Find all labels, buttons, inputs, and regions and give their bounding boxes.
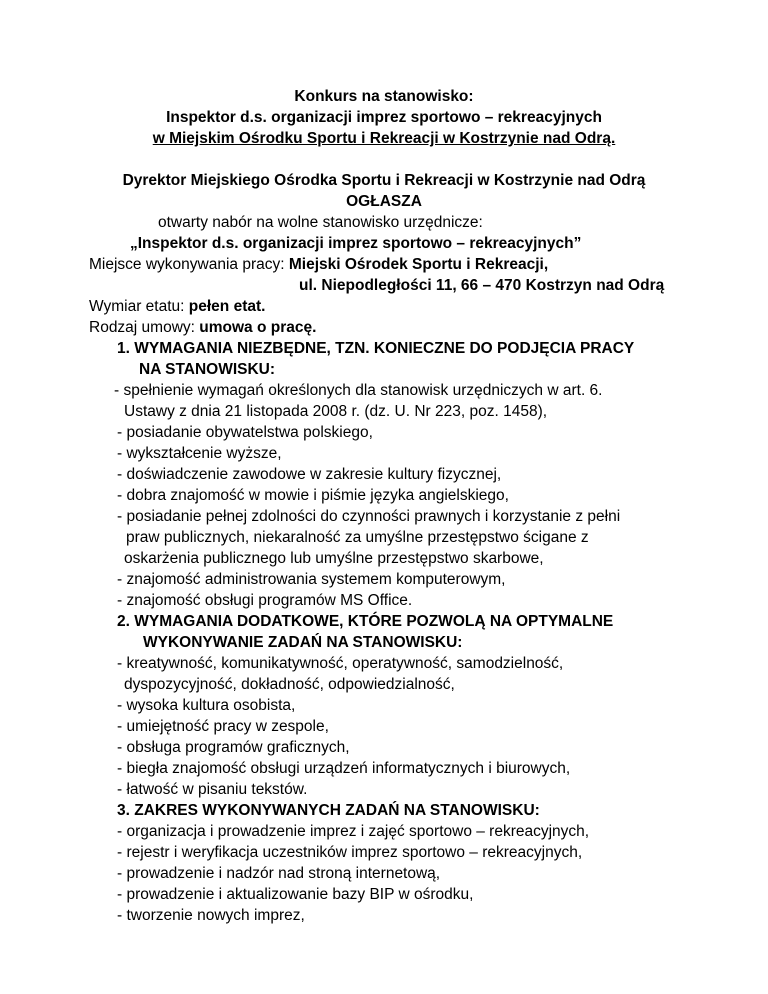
list-item: - wysoka kultura osobista, [117, 697, 296, 714]
list-item: - prowadzenie i aktualizowanie bazy BIP w ośrodku, [117, 886, 474, 903]
position-line: „Inspektor d.s. organizacji imprez sportowo – rekreacyjnych” [130, 235, 582, 252]
list-item: oskarżenia publicznego lub umyślne przestępstwo skarbowe, [124, 550, 544, 567]
section1-heading-2: NA STANOWISKU: [139, 361, 276, 378]
list-item: - tworzenie nowych imprez, [117, 907, 305, 924]
workplace-value-1: Miejski Ośrodek Sportu i Rekreacji, [288, 256, 549, 273]
list-item: - dobra znajomość w mowie i piśmie języka angielskiego, [117, 487, 509, 504]
section2-heading-2: WYKONYWANIE ZADAŃ NA STANOWISKU: [143, 634, 463, 651]
workplace-line [89, 254, 548, 275]
workplace-value-2: ul. Niepodległości 11, 66 – 470 Kostrzyn nad Odrą [299, 277, 665, 294]
contract-label: Rodzaj umowy: [89, 319, 200, 336]
list-item: dyspozycyjność, dokładność, odpowiedzialność, [124, 676, 455, 693]
list-item: - organizacja i prowadzenie imprez i zajęć sportowo – rekreacyjnych, [117, 823, 590, 840]
section3-heading: 3. ZAKRES WYKONYWANYCH ZADAŃ NA STANOWISKU: [117, 802, 540, 819]
list-item: Ustawy z dnia 21 listopada 2008 r. (dz. U. Nr 223, poz. 1458), [124, 403, 548, 420]
title-line-3: w Miejskim Ośrodku Sportu i Rekreacji w Kostrzynie nad Odrą. [152, 130, 616, 147]
list-item: - łatwość w pisaniu tekstów. [117, 781, 308, 798]
workplace-label: Miejsce wykonywania pracy: [89, 256, 289, 273]
contract-value: umowa o pracę. [199, 319, 317, 336]
title-line-2: Inspektor d.s. organizacji imprez sportowo – rekreacyjnych [166, 109, 602, 126]
list-item: - znajomość administrowania systemem komputerowym, [117, 571, 506, 588]
list-item: - kreatywność, komunikatywność, operatywność, samodzielność, [117, 655, 564, 672]
contract-line [89, 317, 316, 338]
list-item: - wykształcenie wyższe, [117, 445, 282, 462]
fte-line [89, 296, 265, 317]
title-line-1: Konkurs na stanowisko: [294, 88, 474, 105]
director-line: Dyrektor Miejskiego Ośrodka Sportu i Rekreacji w Kostrzynie nad Odrą [122, 172, 646, 189]
open-call-line: otwarty nabór na wolne stanowisko urzędnicze: [158, 214, 483, 231]
section1-heading-1: 1. WYMAGANIA NIEZBĘDNE, TZN. KONIECZNE DO PODJĘCIA PRACY [117, 340, 635, 357]
list-item: - prowadzenie i nadzór nad stroną internetową, [117, 865, 441, 882]
list-item: praw publicznych, niekaralność za umyślne przestępstwo ścigane z [126, 529, 589, 546]
fte-label: Wymiar etatu: [89, 298, 189, 315]
list-item: - posiadanie pełnej zdolności do czynności prawnych i korzystanie z pełni [117, 508, 621, 525]
list-item: - posiadanie obywatelstwa polskiego, [117, 424, 373, 441]
list-item: - rejestr i weryfikacja uczestników imprez sportowo – rekreacyjnych, [117, 844, 583, 861]
announces-line: OGŁASZA [346, 193, 422, 210]
list-item: - biegła znajomość obsługi urządzeń informatycznych i biurowych, [117, 760, 571, 777]
list-item: - spełnienie wymagań określonych dla stanowisk urzędniczych w art. 6. [114, 382, 603, 399]
section2-heading-1: 2. WYMAGANIA DODATKOWE, KTÓRE POZWOLĄ NA OPTYMALNE [117, 613, 614, 630]
list-item: - obsługa programów graficznych, [117, 739, 350, 756]
list-item: - znajomość obsługi programów MS Office. [117, 592, 413, 609]
fte-value: pełen etat. [188, 298, 266, 315]
list-item: - umiejętność pracy w zespole, [117, 718, 329, 735]
list-item: - doświadczenie zawodowe w zakresie kultury fizycznej, [117, 466, 502, 483]
